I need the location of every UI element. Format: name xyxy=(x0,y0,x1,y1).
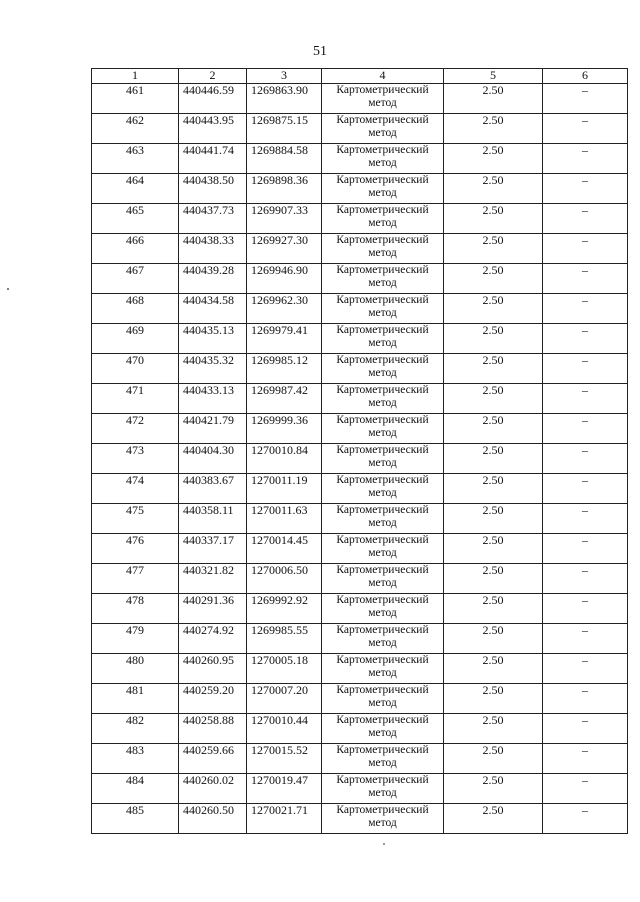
table-row xyxy=(92,174,628,204)
y-coordinate-cell: 1270005.18 xyxy=(247,654,322,684)
method-line-1: Картометрический xyxy=(336,564,429,576)
y-coordinate-cell: 1269946.90 xyxy=(247,264,322,294)
accuracy-cell: 2.50 xyxy=(444,474,543,504)
x-coordinate-cell: 440443.95 xyxy=(179,114,247,144)
remark-cell: – xyxy=(543,84,628,114)
remark-cell: – xyxy=(543,744,628,774)
y-coordinate-cell: 1269863.90 xyxy=(247,84,322,114)
accuracy-cell: 2.50 xyxy=(444,144,543,174)
method-line-2: метод xyxy=(368,757,397,769)
method-cell xyxy=(322,204,444,234)
x-coordinate-cell: 440435.32 xyxy=(179,354,247,384)
y-coordinate-cell: 1269875.15 xyxy=(247,114,322,144)
table-row xyxy=(92,624,628,654)
accuracy-cell: 2.50 xyxy=(444,804,543,834)
method-line-1: Картометрический xyxy=(336,654,429,666)
method-line-1: Картометрический xyxy=(336,804,429,816)
method-line-2: метод xyxy=(368,217,397,229)
method-line-1: Картометрический xyxy=(336,384,429,396)
remark-cell: – xyxy=(543,204,628,234)
method-cell xyxy=(322,654,444,684)
remark-cell: – xyxy=(543,654,628,684)
method-cell xyxy=(322,324,444,354)
method-cell xyxy=(322,624,444,654)
method-line-2: метод xyxy=(368,697,397,709)
remark-cell: – xyxy=(543,294,628,324)
method-cell xyxy=(322,234,444,264)
y-coordinate-cell: 1270014.45 xyxy=(247,534,322,564)
table-row xyxy=(92,264,628,294)
method-cell xyxy=(322,684,444,714)
method-line-2: метод xyxy=(368,187,397,199)
table-row xyxy=(92,234,628,264)
point-number-cell: 476 xyxy=(92,534,179,564)
header-row xyxy=(92,69,628,84)
point-number-cell: 466 xyxy=(92,234,179,264)
y-coordinate-cell: 1269907.33 xyxy=(247,204,322,234)
method-cell xyxy=(322,744,444,774)
accuracy-cell: 2.50 xyxy=(444,384,543,414)
method-cell xyxy=(322,474,444,504)
point-number-cell: 479 xyxy=(92,624,179,654)
table-row xyxy=(92,144,628,174)
y-coordinate-cell: 1269992.92 xyxy=(247,594,322,624)
y-coordinate-cell: 1269979.41 xyxy=(247,324,322,354)
remark-cell: – xyxy=(543,474,628,504)
table-row xyxy=(92,324,628,354)
y-coordinate-cell: 1270010.44 xyxy=(247,714,322,744)
table-header xyxy=(92,69,628,84)
method-line-1: Картометрический xyxy=(336,414,429,426)
table-row xyxy=(92,714,628,744)
y-coordinate-cell: 1270019.47 xyxy=(247,774,322,804)
method-line-1: Картометрический xyxy=(336,744,429,756)
remark-cell: – xyxy=(543,324,628,354)
method-cell xyxy=(322,564,444,594)
y-coordinate-cell: 1269927.30 xyxy=(247,234,322,264)
method-cell xyxy=(322,264,444,294)
accuracy-cell: 2.50 xyxy=(444,174,543,204)
method-line-1: Картометрический xyxy=(336,714,429,726)
x-coordinate-cell: 440446.59 xyxy=(179,84,247,114)
method-cell xyxy=(322,594,444,624)
table-row xyxy=(92,684,628,714)
remark-cell: – xyxy=(543,174,628,204)
method-line-2: метод xyxy=(368,577,397,589)
point-number-cell: 469 xyxy=(92,324,179,354)
y-coordinate-cell: 1270011.19 xyxy=(247,474,322,504)
table-row xyxy=(92,84,628,114)
y-coordinate-cell: 1270007.20 xyxy=(247,684,322,714)
method-line-2: метод xyxy=(368,337,397,349)
remark-cell: – xyxy=(543,534,628,564)
point-number-cell: 485 xyxy=(92,804,179,834)
method-line-1: Картометрический xyxy=(336,264,429,276)
accuracy-cell: 2.50 xyxy=(444,324,543,354)
method-line-1: Картометрический xyxy=(336,474,429,486)
table-row xyxy=(92,294,628,324)
point-number-cell: 484 xyxy=(92,774,179,804)
method-line-2: метод xyxy=(368,427,397,439)
accuracy-cell: 2.50 xyxy=(444,774,543,804)
page-number: 51 xyxy=(313,44,327,59)
x-coordinate-cell: 440383.67 xyxy=(179,474,247,504)
y-coordinate-cell: 1269985.55 xyxy=(247,624,322,654)
x-coordinate-cell: 440259.20 xyxy=(179,684,247,714)
table-row xyxy=(92,594,628,624)
header-cell-3: 3 xyxy=(247,69,322,84)
remark-cell: – xyxy=(543,714,628,744)
table-row xyxy=(92,474,628,504)
x-coordinate-cell: 440260.50 xyxy=(179,804,247,834)
point-number-cell: 465 xyxy=(92,204,179,234)
method-line-2: метод xyxy=(368,97,397,109)
method-line-2: метод xyxy=(368,487,397,499)
remark-cell: – xyxy=(543,384,628,414)
point-number-cell: 478 xyxy=(92,594,179,624)
table-row xyxy=(92,384,628,414)
remark-cell: – xyxy=(543,264,628,294)
point-number-cell: 481 xyxy=(92,684,179,714)
table-row xyxy=(92,804,628,834)
x-coordinate-cell: 440437.73 xyxy=(179,204,247,234)
remark-cell: – xyxy=(543,504,628,534)
y-coordinate-cell: 1270011.63 xyxy=(247,504,322,534)
x-coordinate-cell: 440435.13 xyxy=(179,324,247,354)
point-number-cell: 468 xyxy=(92,294,179,324)
point-number-cell: 472 xyxy=(92,414,179,444)
table-row xyxy=(92,654,628,684)
method-line-1: Картометрический xyxy=(336,324,429,336)
method-line-1: Картометрический xyxy=(336,114,429,126)
method-cell xyxy=(322,84,444,114)
x-coordinate-cell: 440258.88 xyxy=(179,714,247,744)
remark-cell: – xyxy=(543,144,628,174)
method-line-1: Картометрический xyxy=(336,774,429,786)
remark-cell: – xyxy=(543,114,628,144)
accuracy-cell: 2.50 xyxy=(444,204,543,234)
table-row xyxy=(92,564,628,594)
header-cell-2: 2 xyxy=(179,69,247,84)
method-line-2: метод xyxy=(368,277,397,289)
point-number-cell: 467 xyxy=(92,264,179,294)
point-number-cell: 462 xyxy=(92,114,179,144)
y-coordinate-cell: 1269987.42 xyxy=(247,384,322,414)
x-coordinate-cell: 440438.50 xyxy=(179,174,247,204)
method-line-1: Картометрический xyxy=(336,84,429,96)
table-row xyxy=(92,744,628,774)
method-line-1: Картометрический xyxy=(336,144,429,156)
method-line-2: метод xyxy=(368,637,397,649)
y-coordinate-cell: 1270006.50 xyxy=(247,564,322,594)
header-cell-5: 5 xyxy=(444,69,543,84)
accuracy-cell: 2.50 xyxy=(444,504,543,534)
method-line-2: метод xyxy=(368,547,397,559)
method-cell xyxy=(322,504,444,534)
scan-speck xyxy=(383,843,385,845)
x-coordinate-cell: 440438.33 xyxy=(179,234,247,264)
method-line-1: Картометрический xyxy=(336,684,429,696)
method-cell xyxy=(322,714,444,744)
accuracy-cell: 2.50 xyxy=(444,684,543,714)
method-line-2: метод xyxy=(368,517,397,529)
table-row xyxy=(92,204,628,234)
method-line-1: Картометрический xyxy=(336,354,429,366)
accuracy-cell: 2.50 xyxy=(444,624,543,654)
remark-cell: – xyxy=(543,444,628,474)
method-line-2: метод xyxy=(368,127,397,139)
method-cell xyxy=(322,414,444,444)
x-coordinate-cell: 440259.66 xyxy=(179,744,247,774)
method-line-2: метод xyxy=(368,367,397,379)
method-line-2: метод xyxy=(368,607,397,619)
point-number-cell: 480 xyxy=(92,654,179,684)
coordinates-table xyxy=(91,68,628,834)
x-coordinate-cell: 440260.95 xyxy=(179,654,247,684)
method-line-1: Картометрический xyxy=(336,204,429,216)
accuracy-cell: 2.50 xyxy=(444,294,543,324)
table-row xyxy=(92,114,628,144)
point-number-cell: 482 xyxy=(92,714,179,744)
x-coordinate-cell: 440434.58 xyxy=(179,294,247,324)
method-line-2: метод xyxy=(368,397,397,409)
point-number-cell: 483 xyxy=(92,744,179,774)
method-line-2: метод xyxy=(368,667,397,679)
method-line-1: Картометрический xyxy=(336,534,429,546)
remark-cell: – xyxy=(543,684,628,714)
x-coordinate-cell: 440260.02 xyxy=(179,774,247,804)
point-number-cell: 463 xyxy=(92,144,179,174)
method-line-1: Картометрический xyxy=(336,444,429,456)
accuracy-cell: 2.50 xyxy=(444,534,543,564)
y-coordinate-cell: 1269884.58 xyxy=(247,144,322,174)
remark-cell: – xyxy=(543,624,628,654)
x-coordinate-cell: 440291.36 xyxy=(179,594,247,624)
point-number-cell: 470 xyxy=(92,354,179,384)
accuracy-cell: 2.50 xyxy=(444,114,543,144)
method-line-2: метод xyxy=(368,157,397,169)
accuracy-cell: 2.50 xyxy=(444,714,543,744)
method-line-2: метод xyxy=(368,787,397,799)
table-body xyxy=(92,84,628,834)
y-coordinate-cell: 1270021.71 xyxy=(247,804,322,834)
table-row xyxy=(92,414,628,444)
accuracy-cell: 2.50 xyxy=(444,654,543,684)
point-number-cell: 473 xyxy=(92,444,179,474)
method-line-1: Картометрический xyxy=(336,624,429,636)
method-line-2: метод xyxy=(368,307,397,319)
header-cell-6: 6 xyxy=(543,69,628,84)
y-coordinate-cell: 1269985.12 xyxy=(247,354,322,384)
accuracy-cell: 2.50 xyxy=(444,594,543,624)
accuracy-cell: 2.50 xyxy=(444,354,543,384)
method-line-1: Картометрический xyxy=(336,504,429,516)
accuracy-cell: 2.50 xyxy=(444,564,543,594)
method-line-2: метод xyxy=(368,727,397,739)
accuracy-cell: 2.50 xyxy=(444,744,543,774)
y-coordinate-cell: 1269999.36 xyxy=(247,414,322,444)
x-coordinate-cell: 440337.17 xyxy=(179,534,247,564)
remark-cell: – xyxy=(543,774,628,804)
y-coordinate-cell: 1270015.52 xyxy=(247,744,322,774)
accuracy-cell: 2.50 xyxy=(444,264,543,294)
accuracy-cell: 2.50 xyxy=(444,444,543,474)
remark-cell: – xyxy=(543,804,628,834)
table-row xyxy=(92,504,628,534)
method-cell xyxy=(322,774,444,804)
scan-speck xyxy=(7,288,9,290)
remark-cell: – xyxy=(543,234,628,264)
method-cell xyxy=(322,294,444,324)
x-coordinate-cell: 440274.92 xyxy=(179,624,247,654)
x-coordinate-cell: 440321.82 xyxy=(179,564,247,594)
accuracy-cell: 2.50 xyxy=(444,234,543,264)
table-row xyxy=(92,354,628,384)
x-coordinate-cell: 440358.11 xyxy=(179,504,247,534)
point-number-cell: 471 xyxy=(92,384,179,414)
method-cell xyxy=(322,804,444,834)
point-number-cell: 464 xyxy=(92,174,179,204)
method-line-1: Картометрический xyxy=(336,234,429,246)
table-row xyxy=(92,534,628,564)
header-cell-4: 4 xyxy=(322,69,444,84)
accuracy-cell: 2.50 xyxy=(444,414,543,444)
remark-cell: – xyxy=(543,564,628,594)
method-line-1: Картометрический xyxy=(336,174,429,186)
x-coordinate-cell: 440404.30 xyxy=(179,444,247,474)
x-coordinate-cell: 440441.74 xyxy=(179,144,247,174)
method-cell xyxy=(322,174,444,204)
x-coordinate-cell: 440439.28 xyxy=(179,264,247,294)
method-line-1: Картометрический xyxy=(336,294,429,306)
remark-cell: – xyxy=(543,414,628,444)
remark-cell: – xyxy=(543,354,628,384)
method-line-1: Картометрический xyxy=(336,594,429,606)
x-coordinate-cell: 440433.13 xyxy=(179,384,247,414)
method-cell xyxy=(322,354,444,384)
header-cell-1: 1 xyxy=(92,69,179,84)
method-line-2: метод xyxy=(368,817,397,829)
method-cell xyxy=(322,444,444,474)
point-number-cell: 474 xyxy=(92,474,179,504)
method-cell xyxy=(322,534,444,564)
accuracy-cell: 2.50 xyxy=(444,84,543,114)
method-cell xyxy=(322,144,444,174)
point-number-cell: 461 xyxy=(92,84,179,114)
remark-cell: – xyxy=(543,594,628,624)
point-number-cell: 477 xyxy=(92,564,179,594)
method-line-2: метод xyxy=(368,247,397,259)
table-row xyxy=(92,444,628,474)
table-row xyxy=(92,774,628,804)
x-coordinate-cell: 440421.79 xyxy=(179,414,247,444)
method-cell xyxy=(322,114,444,144)
y-coordinate-cell: 1269962.30 xyxy=(247,294,322,324)
point-number-cell: 475 xyxy=(92,504,179,534)
y-coordinate-cell: 1270010.84 xyxy=(247,444,322,474)
y-coordinate-cell: 1269898.36 xyxy=(247,174,322,204)
method-cell xyxy=(322,384,444,414)
method-line-2: метод xyxy=(368,457,397,469)
